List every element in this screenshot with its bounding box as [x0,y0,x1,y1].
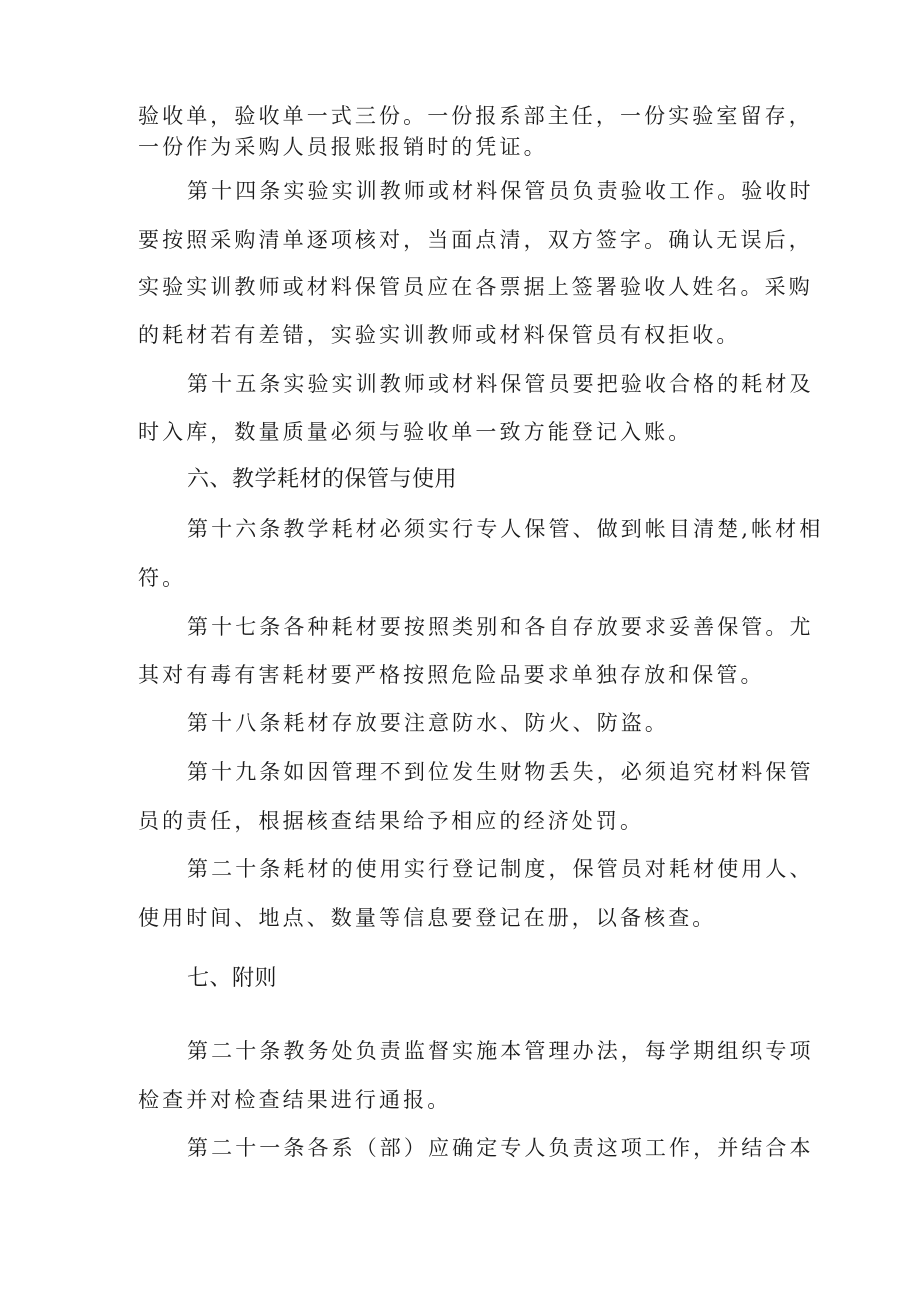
text-line: 第十六条教学耗材必须实行专人保管、做到帐目清楚,帐材相 [187,517,824,541]
text-line: 的耗材若有差错，实验实训教师或材料保管员有权拒收。 [138,323,741,347]
text-line: 符。 [138,566,187,590]
text-line: 检查并对检查结果进行通报。 [138,1088,452,1112]
section-heading: 七、附则 [187,966,278,991]
text-line: 一份作为采购人员报账报销时的凭证。 [138,135,548,159]
text-line: 第十五条实验实训教师或材料保管员要把验收合格的耗材及 [187,372,814,396]
text-line: 第十七条各种耗材要按照类别和各自存放要求妥善保管。尤 [187,615,814,639]
text-line: 第十四条实验实训教师或材料保管员负责验收工作。验收时 [187,179,814,203]
text-line: 第十八条耗材存放要注意防水、防火、防盗。 [187,711,669,735]
text-line: 实验实训教师或材料保管员应在各票据上签署验收人姓名。采购 [138,275,813,299]
text-line: 其对有毒有害耗材要严格按照危险品要求单独存放和保管。 [138,663,765,687]
text-line: 第十九条如因管理不到位发生财物丢失，必须追究材料保管 [187,760,814,784]
text-line: 验收单，验收单一式三份。一份报系部主任，一份实验室留存， [138,104,813,128]
text-line: 要按照采购清单逐项核对，当面点清，双方签字。确认无误后， [138,228,813,252]
text-line: 第二十一条各系（部）应确定专人负责这项工作，并结合本 [187,1136,814,1160]
text-line: 第二十条教务处负责监督实施本管理办法，每学期组织专项 [187,1039,814,1063]
text-line: 时入库，数量质量必须与验收单一致方能登记入账。 [138,420,693,444]
text-line: 第二十条耗材的使用实行登记制度，保管员对耗材使用人、 [187,857,814,881]
text-line: 使用时间、地点、数量等信息要登记在册，以备核查。 [138,906,717,930]
section-heading: 六、教学耗材的保管与使用 [187,467,458,492]
text-line: 员的责任，根据核查结果给予相应的经济处罚。 [138,809,645,833]
